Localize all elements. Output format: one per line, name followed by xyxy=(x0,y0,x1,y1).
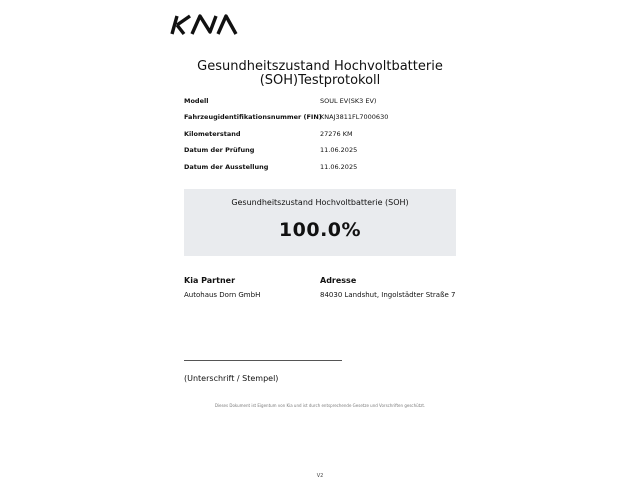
info-value: KNAJ3811FL7000630 xyxy=(320,113,389,121)
info-row-test-date xyxy=(184,146,456,160)
partner-heading: Kia Partner xyxy=(184,276,236,285)
kia-logo xyxy=(170,14,240,36)
info-label: Datum der Ausstellung xyxy=(184,163,269,171)
address-heading: Adresse xyxy=(320,276,357,285)
partner-name: Autohaus Dorn GmbH xyxy=(184,291,261,299)
info-row-issue-date xyxy=(184,163,456,177)
document-title-line1: Gesundheitszustand Hochvoltbatterie xyxy=(197,59,443,74)
legal-disclaimer: Dieses Dokument ist Eigentum von Kia und ist durch entsprechende Gesetze und Vorschriften geschützt. xyxy=(214,403,426,408)
address-text: 84030 Landshut, Ingolstädter Straße 7 xyxy=(320,291,456,299)
info-row-model xyxy=(184,97,456,111)
info-row-vin xyxy=(184,113,456,127)
info-label: Kilometerstand xyxy=(184,130,241,138)
soh-panel xyxy=(184,189,456,256)
info-label: Modell xyxy=(184,97,209,105)
version-label: V2 xyxy=(316,473,324,479)
kia-logo-mark xyxy=(172,16,236,34)
info-row-mileage xyxy=(184,130,456,144)
info-value: 11.06.2025 xyxy=(320,146,358,154)
info-label: Fahrzeugidentifikationsnummer (FIN) xyxy=(184,113,322,121)
signature-line xyxy=(184,360,342,361)
document-title-line2: (SOH)Testprotokoll xyxy=(259,73,381,88)
soh-value: 100.0% xyxy=(278,219,362,241)
info-value: 27276 KM xyxy=(320,130,353,138)
signature-label: (Unterschrift / Stempel) xyxy=(184,374,279,383)
info-value: 11.06.2025 xyxy=(320,163,358,171)
info-label: Datum der Prüfung xyxy=(184,146,255,154)
info-value: SOUL EV(SK3 EV) xyxy=(320,97,377,105)
soh-label: Gesundheitszustand Hochvoltbatterie (SOH) xyxy=(231,198,409,207)
document-title xyxy=(184,60,456,88)
